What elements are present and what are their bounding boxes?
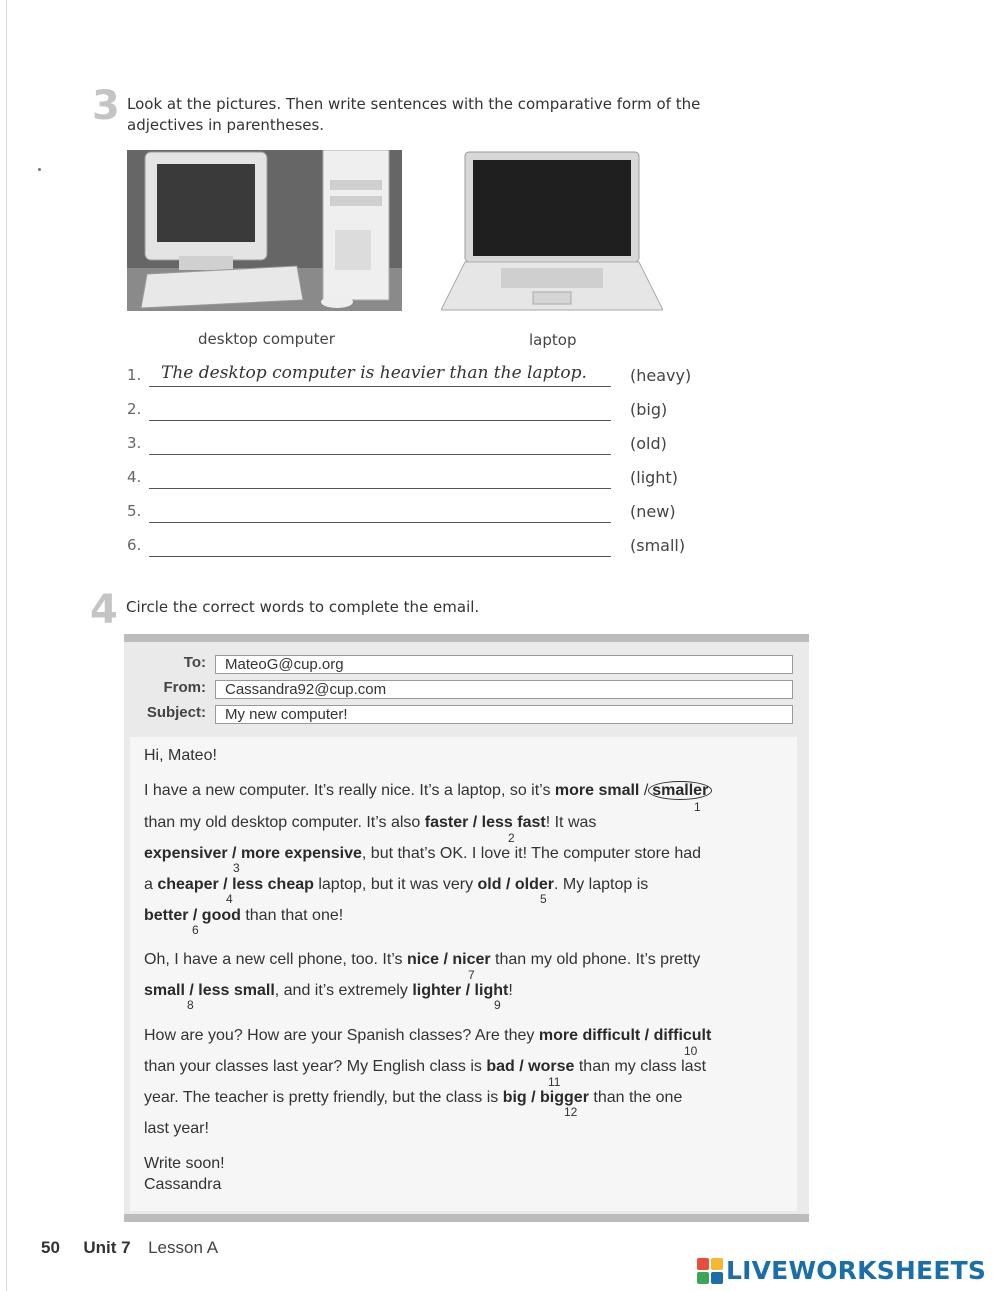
line-number: 5. xyxy=(127,502,142,520)
email-closing: Write soon! xyxy=(144,1155,225,1172)
option-6b[interactable]: good xyxy=(201,907,241,924)
exercise-4-instruction: Circle the correct words to complete the email. xyxy=(126,598,480,616)
option-7b[interactable]: nicer xyxy=(452,951,491,968)
page-edge-line xyxy=(6,0,7,1291)
answer-blank xyxy=(149,386,611,387)
email-p1-line5: better / good than that one! xyxy=(144,907,344,924)
item-number-12: 12 xyxy=(564,1105,578,1119)
lesson-label: Lesson A xyxy=(148,1238,219,1257)
from-label: From: xyxy=(163,679,206,696)
adjective-hint: (light) xyxy=(630,468,678,487)
item-number-10: 10 xyxy=(684,1044,698,1058)
email-p1-line1: I have a new computer. It’s really nice. It’s a laptop, so it’s more small / smaller xyxy=(144,782,712,800)
email-p3-line4: last year! xyxy=(144,1120,209,1137)
text-segment: , and it’s extremely xyxy=(274,982,413,999)
item-number-3: 3 xyxy=(233,861,240,875)
adjective-hint: (old) xyxy=(630,434,667,453)
line-number: 4. xyxy=(127,468,142,486)
text-segment: than your classes last year? My English class is xyxy=(144,1058,487,1075)
option-8b[interactable]: less small xyxy=(198,982,275,999)
email-p1-line2: than my old desktop computer. It’s also faster / less fast! It was xyxy=(144,814,597,831)
option-5b[interactable]: older xyxy=(514,876,554,893)
brand-name: LIVEWORKSHEETS xyxy=(726,1256,987,1285)
option-11a[interactable]: bad xyxy=(486,1058,515,1075)
item-number-7: 7 xyxy=(468,968,475,982)
option-4b[interactable]: less cheap xyxy=(232,876,314,893)
liveworksheets-logo-icon xyxy=(697,1258,723,1284)
option-10a[interactable]: more difficult xyxy=(538,1027,641,1044)
line-number: 6. xyxy=(127,536,142,554)
email-top-bar xyxy=(124,634,809,642)
text-segment: Oh, I have a new cell phone, too. It’s xyxy=(144,951,407,968)
text-segment: . My laptop is xyxy=(554,876,649,893)
item-number-11: 11 xyxy=(548,1075,561,1089)
answer-blank[interactable] xyxy=(149,420,611,421)
option-2a[interactable]: faster xyxy=(424,814,469,831)
subject-field: My new computer! xyxy=(215,705,793,724)
sentence-line-2 xyxy=(127,400,697,430)
adjective-hint: (small) xyxy=(630,536,686,555)
laptop-photo xyxy=(441,150,663,315)
text-segment: laptop, but it was very xyxy=(313,876,478,893)
page-footer xyxy=(41,1238,218,1258)
text-segment: than that one! xyxy=(240,907,344,924)
item-number-4: 4 xyxy=(226,892,233,906)
line-number: 3. xyxy=(127,434,142,452)
option-12a[interactable]: big xyxy=(502,1089,527,1106)
sentence-line-4 xyxy=(127,468,697,498)
text-segment: year. The teacher is pretty friendly, but the class is xyxy=(144,1089,503,1106)
email-signature: Cassandra xyxy=(144,1176,222,1193)
adjective-hint: (heavy) xyxy=(630,366,692,385)
stray-dot xyxy=(38,168,41,171)
item-number-8: 8 xyxy=(187,998,194,1012)
sentence-line-6 xyxy=(127,536,697,566)
sentence-line-1 xyxy=(127,363,697,396)
option-5a[interactable]: old xyxy=(477,876,502,893)
option-1b-circled[interactable]: smaller xyxy=(648,781,712,800)
answer-blank[interactable] xyxy=(149,522,611,523)
exercise-3-instruction-line2: adjectives in parentheses. xyxy=(127,116,325,134)
text-segment: I have a new computer. It’s really nice. It’s a laptop, so it’s xyxy=(144,782,555,799)
option-10b[interactable]: difficult xyxy=(653,1027,712,1044)
text-segment: than my old desktop computer. It’s also xyxy=(144,814,425,831)
unit-label: Unit 7 xyxy=(83,1238,131,1257)
email-body xyxy=(130,737,797,1211)
line-number: 1. xyxy=(127,366,142,384)
email-bottom-bar xyxy=(124,1214,809,1222)
email-p1-line4: a cheaper / less cheap laptop, but it was very old / older. My laptop is xyxy=(144,876,649,893)
item-number-2: 2 xyxy=(508,831,515,845)
email-panel xyxy=(124,634,809,1222)
option-9a[interactable]: lighter xyxy=(412,982,462,999)
email-p3-line1: How are you? How are your Spanish classes? Are they more difficult / difficult xyxy=(144,1027,712,1044)
item-number-9: 9 xyxy=(494,998,501,1012)
sentence-line-3 xyxy=(127,434,697,464)
text-segment: a xyxy=(144,876,158,893)
text-segment: than the one xyxy=(588,1089,683,1106)
email-p2-line2: small / less small, and it’s extremely lighter / light! xyxy=(144,982,513,999)
text-segment: than my class last xyxy=(574,1058,707,1075)
text-segment: ! xyxy=(508,982,513,999)
option-12b[interactable]: bigger xyxy=(540,1089,589,1106)
caption-desktop: desktop computer xyxy=(198,330,335,348)
text-segment: ! It was xyxy=(545,814,597,831)
caption-laptop: laptop xyxy=(529,331,577,349)
answer-blank[interactable] xyxy=(149,454,611,455)
option-6a[interactable]: better xyxy=(144,907,189,924)
from-field: Cassandra92@cup.com xyxy=(215,680,793,699)
option-1a[interactable]: more small xyxy=(554,782,640,799)
desktop-computer-photo xyxy=(127,150,402,311)
text-segment: , but that’s OK. I love it! The computer store had xyxy=(361,845,702,862)
sentence-line-5 xyxy=(127,502,697,532)
email-p3-line3: year. The teacher is pretty friendly, but the class is big / bigger than the one xyxy=(144,1089,683,1106)
answer-blank[interactable] xyxy=(149,488,611,489)
option-3a[interactable]: expensiver xyxy=(144,845,228,862)
text-segment: How are you? How are your Spanish classes? Are they xyxy=(144,1027,539,1044)
option-9b[interactable]: light xyxy=(474,982,509,999)
email-p3-line2: than your classes last year? My English class is bad / worse than my class last xyxy=(144,1058,707,1075)
option-8a[interactable]: small xyxy=(144,982,185,999)
answer-blank[interactable] xyxy=(149,556,611,557)
item-number-6: 6 xyxy=(192,923,199,937)
line-number: 2. xyxy=(127,400,142,418)
laptop-illustration xyxy=(441,150,663,315)
exercise-4-number: 4 xyxy=(90,587,118,633)
option-7a[interactable]: nice xyxy=(406,951,439,968)
email-p1-line3: expensiver / more expensive, but that’s OK. I love it! The computer store had xyxy=(144,845,702,862)
subject-label: Subject: xyxy=(146,704,206,721)
option-4a[interactable]: cheaper xyxy=(157,876,219,893)
email-greeting: Hi, Mateo! xyxy=(144,747,217,764)
line-answer-example: The desktop computer is heavier than the laptop. xyxy=(161,363,587,383)
option-3b[interactable]: more expensive xyxy=(240,845,362,862)
adjective-hint: (new) xyxy=(630,502,676,521)
liveworksheets-brand xyxy=(697,1256,986,1285)
to-label: To: xyxy=(183,654,206,671)
item-number-1: 1 xyxy=(694,800,701,814)
page-number: 50 xyxy=(41,1238,60,1257)
item-number-5: 5 xyxy=(540,892,547,906)
text-segment: than my old phone. It’s pretty xyxy=(490,951,701,968)
email-p2-line1: Oh, I have a new cell phone, too. It’s nice / nicer than my old phone. It’s pretty xyxy=(144,951,701,968)
exercise-3-instruction-line1: Look at the pictures. Then write sentences with the comparative form of the xyxy=(127,95,701,113)
option-11b[interactable]: worse xyxy=(528,1058,575,1075)
desktop-computer-illustration xyxy=(127,150,402,311)
exercise-3-number: 3 xyxy=(92,83,120,129)
adjective-hint: (big) xyxy=(630,400,668,419)
option-2b[interactable]: less fast xyxy=(481,814,546,831)
to-field: MateoG@cup.org xyxy=(215,655,793,674)
